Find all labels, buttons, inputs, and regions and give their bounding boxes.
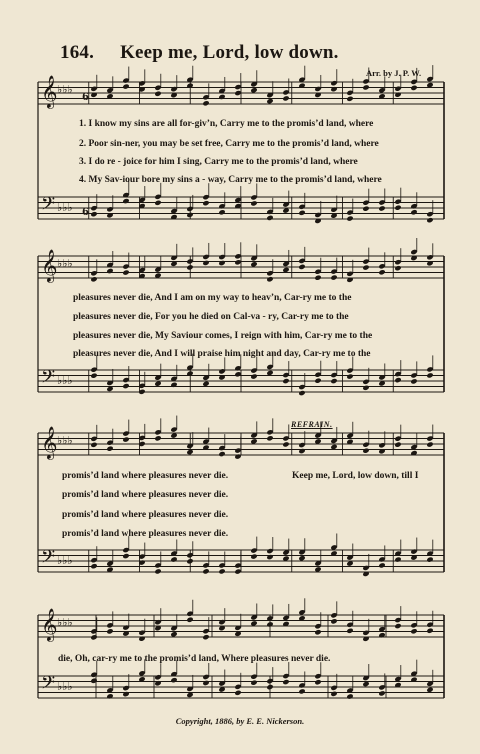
system-1-key-signature-treble: ♭♭♭ [57,83,73,96]
refrain-text: Keep me, Lord, low down, till I [292,471,419,481]
system-4-key-signature-treble: ♭♭♭ [57,616,73,629]
treble-notes-1 [90,65,433,106]
system-1-key-signature-bass: ♭♭♭ [57,201,73,214]
verse-4-line-2: pleasures never die, And I will praise him night and day, Car-ry me to the [73,349,371,359]
refrain-line-end: die, Oh, car-ry me to the promis’d land, Where pleasures never die. [58,654,331,664]
verse-3-line-2: pleasures never die, My Saviour comes, I reign with him, Car-ry me to the [73,331,373,341]
copyright-notice [0,716,480,726]
system-4-key-signature-bass: ♭♭♭ [57,680,73,693]
system-4-treble-clef: 𝄞 [41,608,58,641]
treble-notes-2 [90,238,433,283]
copyright-year: 1886, [214,716,235,726]
system-3-treble-clef: 𝄞 [41,426,58,459]
verse-1-line-1: 1. I know my sins are all for-giv’n, Carry me to the promis’d land, where [79,119,374,129]
system-2-bass-clef: 𝄢 [41,367,56,392]
verse-3-line-1: 3. I do re - joice for him I sing, Carry me to the promis’d land, where [79,157,358,167]
arranger-credit: Arr. by J. P. W. [366,68,422,78]
system-1-treble-clef: 𝄞 [41,75,58,108]
verse-4-line-1: 4. My Sav-iour bore my sins a - way, Carry me to the promis’d land, where [79,175,382,185]
system-3-key-signature-treble: ♭♭♭ [57,434,73,447]
system-2-treble-clef: 𝄞 [41,249,58,282]
bass-notes-4 [90,659,433,699]
bass-notes-2 [90,353,433,396]
verse-3-line-3: promis’d land where pleasures never die. [62,510,229,520]
verse-2-line-2: pleasures never die, For you he died on Cal-va - ry, Car-ry me to the [73,312,349,322]
system-3-key-signature-bass: ♭♭♭ [57,554,73,567]
verse-4-line-3: promis’d land where pleasures never die. [62,529,229,539]
copyright-by: by E. E. Nickerson. [236,716,305,726]
refrain-label: REFRAIN. [291,420,333,429]
verse-2-line-3: promis’d land where pleasures never die. [62,490,229,500]
hymn-number: 164. [60,42,95,63]
barlines-3 [38,433,444,572]
system-2-key-signature-bass: ♭♭♭ [57,374,73,387]
system-2-key-signature-treble: ♭♭♭ [57,257,73,270]
system-1-bass-clef: 𝄢 [41,194,56,219]
hymn-title: Keep me, Lord, low down. [120,42,339,63]
verse-1-line-3: promis’d land where pleasures never die. [62,471,229,481]
treble-notes-3 [90,416,433,460]
system-4-bass-clef: 𝄢 [41,673,56,698]
time-signature-bass: 6 [82,207,89,218]
barlines-2 [38,256,444,392]
system-3-bass-clef: 𝄢 [41,547,56,572]
verse-1-line-2: pleasures never die, And I am on my way to heav’n, Car-ry me to the [73,293,352,303]
verse-2-line-1: 2. Poor sin-ner, you may be set free, Carry me to the promis’d land, where [79,139,379,149]
copyright-prefix: Copyright, [175,716,213,726]
time-signature-treble: 6 [82,92,89,103]
